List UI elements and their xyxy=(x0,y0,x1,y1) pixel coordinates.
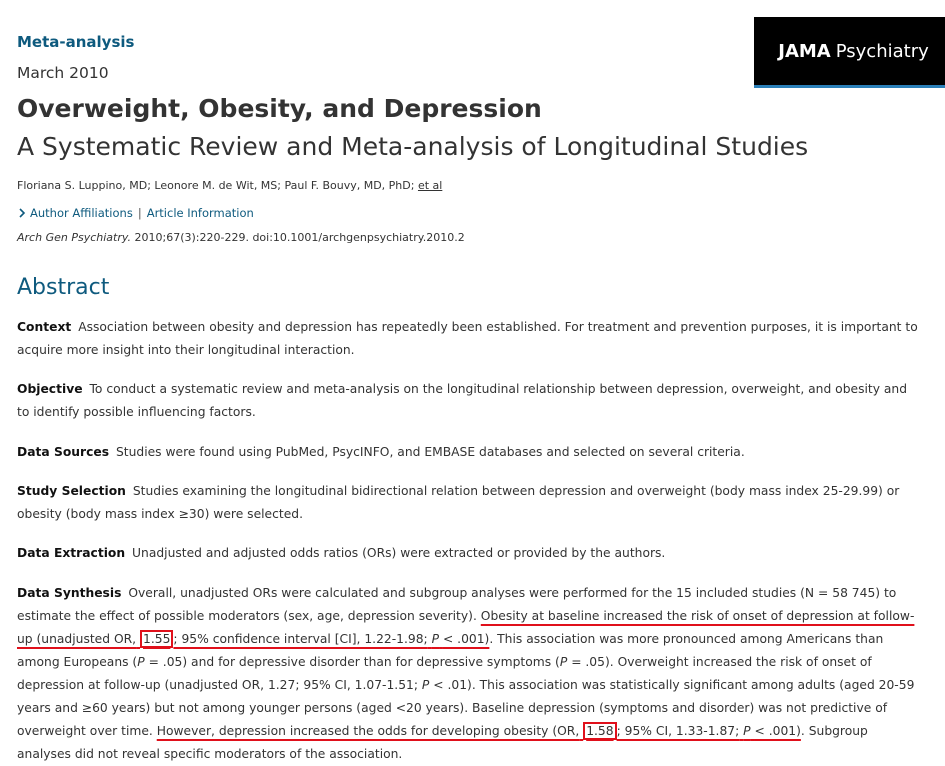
p-symbol: P xyxy=(421,678,430,692)
abstract-heading: Abstract xyxy=(17,275,110,300)
data-extraction-text: Unadjusted and adjusted odds ratios (ORs) were extracted or provided by the authors. xyxy=(132,546,666,560)
journal-logo-name: Psychiatry xyxy=(835,40,929,62)
data-synthesis-label: Data Synthesis xyxy=(17,586,122,600)
p-symbol: P xyxy=(137,655,145,669)
highlight-obesity-ci: ; 95% confidence interval [CI], 1.22-1.98; xyxy=(173,632,428,646)
chevron-right-icon xyxy=(17,208,27,218)
synthesis-text-3: . Subgroup analyses did not reveal specific moderators of the association. xyxy=(17,724,868,761)
journal-logo[interactable] xyxy=(754,17,945,88)
synthesis-text-2c: = .05). Overweight increased the risk of onset of depression at follow-up (unadjusted OR, 1.27; 95% CI, 1.07-1.51; xyxy=(17,655,872,692)
author-list xyxy=(17,179,442,192)
citation xyxy=(17,231,465,244)
data-extraction-label: Data Extraction xyxy=(17,546,126,560)
context-section xyxy=(17,316,919,362)
study-selection-section xyxy=(17,480,919,526)
author-affiliations-link[interactable]: Author Affiliations xyxy=(30,206,133,220)
context-label: Context xyxy=(17,320,72,334)
journal-logo-bold: JAMA xyxy=(778,40,831,62)
article-type[interactable]: Meta-analysis xyxy=(17,33,135,51)
article-subtitle: A Systematic Review and Meta-analysis of Longitudinal Studies xyxy=(17,132,809,161)
synthesis-text-1: Overall, unadjusted ORs were calculated and subgroup analyses were performed for the 15 included studies (N = 58 745) to estimate the effect of possible moderators (sex, age, depression severity). xyxy=(17,586,897,623)
data-sources-label: Data Sources xyxy=(17,445,110,459)
data-sources-text: Studies were found using PubMed, PsycINFO, and EMBASE databases and selected on several criteria. xyxy=(115,445,745,459)
p-symbol: P xyxy=(559,655,568,669)
publication-date: March 2010 xyxy=(17,64,109,82)
objective-label: Objective xyxy=(17,382,83,396)
objective-section xyxy=(17,378,919,424)
highlight-or-value-depression: 1.58 xyxy=(583,722,616,740)
study-selection-label: Study Selection xyxy=(17,484,126,498)
highlight-depression-text: However, depression increased the odds for developing obesity (OR, xyxy=(156,724,580,738)
links-separator: | xyxy=(137,206,142,220)
synthesis-text-2d: < .01). This association was statistically significant among adults (aged 20-59 years and ≥60 years) but not among younger persons (aged <20 years). Baseline depression (symptoms and disorder) was not predictive of overweight over time. xyxy=(17,678,915,738)
article-links xyxy=(17,206,254,220)
article-information-link[interactable]: Article Information xyxy=(146,206,254,220)
article-title: Overweight, Obesity, and Depression xyxy=(17,94,542,123)
context-text: Association between obesity and depression has repeatedly been established. For treatment and prevention purposes, it is important to acquire more insight into their longitudinal interaction. xyxy=(17,320,918,357)
highlight-obesity-text: Obesity at baseline increased the risk of onset of depression at follow-up (unadjusted OR, xyxy=(17,609,915,646)
study-selection-text: Studies examining the longitudinal bidirectional relation between depression and overweight (body mass index 25-29.99) or obesity (body mass index ≥30) were selected. xyxy=(17,484,900,521)
objective-text: To conduct a systematic review and meta-analysis on the longitudinal relationship between depression, overweight, and obesity and to identify possible influencing factors. xyxy=(17,382,908,419)
citation-details: 2010;67(3):220-229. doi:10.1001/archgenpsychiatry.2010.2 xyxy=(134,231,465,244)
synthesis-text-2b: = .05) and for depressive disorder than for depressive symptoms ( xyxy=(148,655,560,669)
highlight-obesity-p: < .001) xyxy=(442,632,490,646)
highlight-depression-p: < .001) xyxy=(754,724,801,738)
et-al-link[interactable]: et al xyxy=(417,179,443,192)
synthesis-text-2a: . This association was more pronounced among Americans than among Europeans ( xyxy=(17,632,884,669)
data-extraction-section xyxy=(17,542,919,565)
highlight-depression-finding xyxy=(157,722,801,740)
data-synthesis-section xyxy=(17,582,919,766)
highlight-depression-ci: ; 95% CI, 1.33-1.87; xyxy=(616,724,740,738)
p-symbol: P xyxy=(743,724,751,738)
highlight-or-value-obesity: 1.55 xyxy=(140,630,173,648)
p-symbol: P xyxy=(431,632,440,646)
citation-journal: Arch Gen Psychiatry. xyxy=(17,231,132,244)
authors-text: Floriana S. Luppino, MD; Leonore M. de Wit, MS; Paul F. Bouvy, MD, PhD; xyxy=(17,179,415,192)
data-sources-section xyxy=(17,441,919,464)
